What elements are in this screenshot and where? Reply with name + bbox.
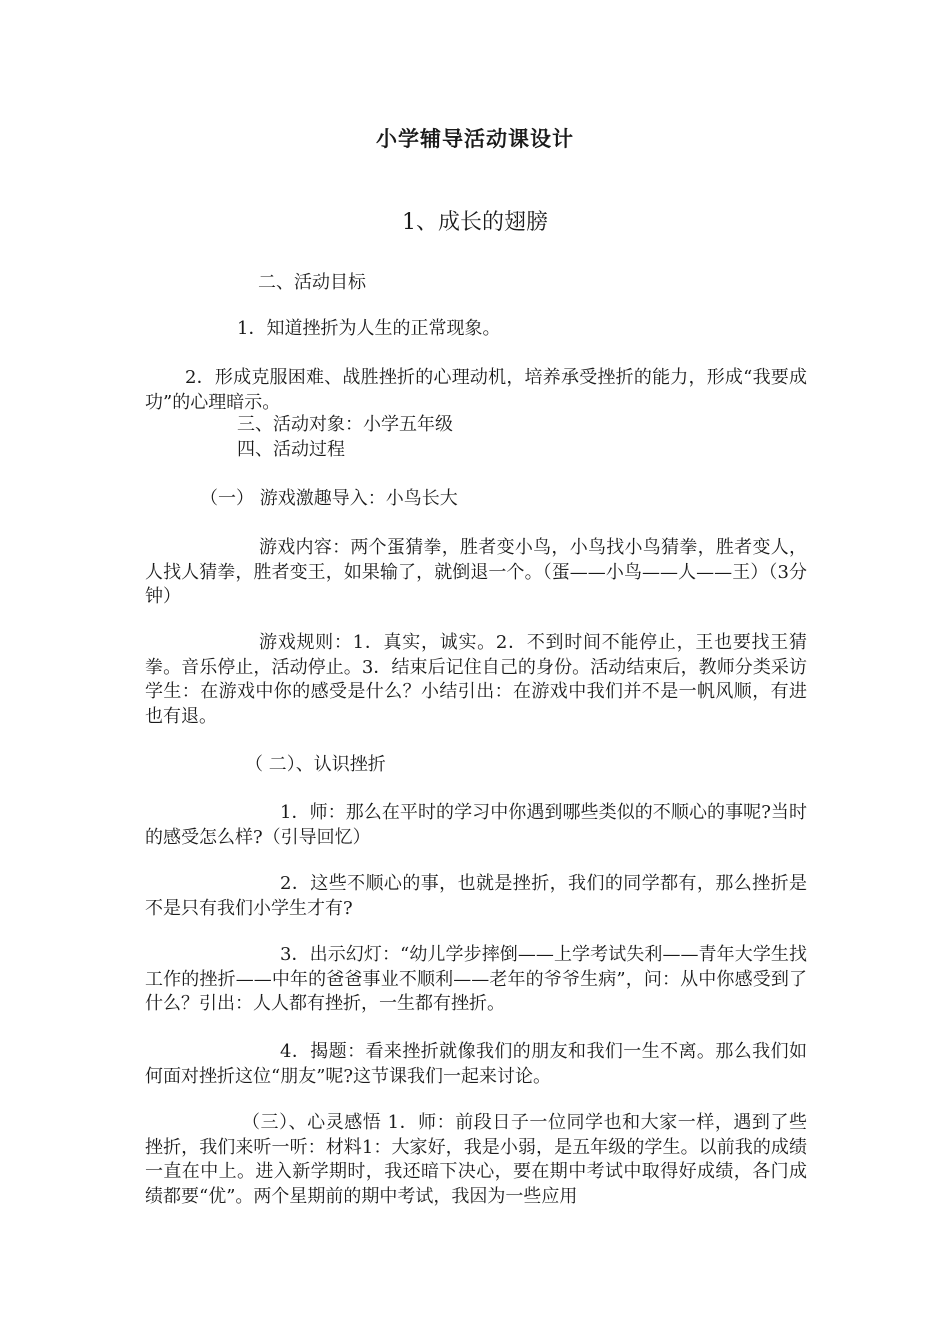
part2-item-4: 4．揭题：看来挫折就像我们的朋友和我们一生不离。那么我们如何面对挫折这位“朋友”呢?这节课我们一起来讨论。	[145, 1041, 807, 1087]
section-goal-heading: 二、活动目标	[258, 272, 366, 293]
goal-item-2: 2．形成克服困难、战胜挫折的心理动机，培养承受挫折的能力，形成“我要成功”的心理暗示。	[145, 367, 807, 413]
game-content-paragraph: 游戏内容：两个蛋猜拳，胜者变小鸟，小鸟找小鸟猜拳，胜者变人，人找人猜拳，胜者变王，如果输了，就倒退一个。（蛋——小鸟——人——王）（3分钟）	[145, 537, 807, 607]
game-rules-paragraph: 游戏规则：1．真实，诚实。2．不到时间不能停止，王也要找王猜拳。音乐停止，活动停止。3．结束后记住自己的身份。活动结束后，教师分类采访学生：在游戏中你的感受是什么？小结引出：在游戏中我们并不是一帆风顺，有进也有退。	[145, 632, 807, 727]
goal-item-1: 1．知道挫折为人生的正常现象。	[237, 318, 501, 339]
part3-paragraph: （三）、心灵感悟 1．师：前段日子一位同学也和大家一样，遇到了些挫折，我们来听一听：材料1：大家好，我是小弱，是五年级的学生。以前我的成绩一直在中上。进入新学期时，我还暗下决心，要在期中考试中取得好成绩，各门成绩都要“优”。两个星期前的期中考试，我因为一些应用	[145, 1112, 807, 1207]
section-process-heading: 四、活动过程	[237, 439, 345, 460]
section-target-heading: 三、活动对象：小学五年级	[237, 414, 453, 435]
part2-heading: （ 二）、认识挫折	[245, 754, 386, 775]
lesson-title: 1、成长的翅膀	[402, 210, 548, 235]
part1-heading: （一） 游戏激趣导入：小鸟长大	[200, 488, 458, 509]
part2-item-1: 1．师：那么在平时的学习中你遇到哪些类似的不顺心的事呢?当时的感受怎么样?（引导回忆）	[145, 802, 807, 848]
part2-item-2: 2．这些不顺心的事，也就是挫折，我们的同学都有，那么挫折是不是只有我们小学生才有?	[145, 873, 807, 919]
part2-item-3: 3．出示幻灯：“幼儿学步摔倒——上学考试失利——青年大学生找工作的挫折——中年的爸爸事业不顺利——老年的爷爷生病”，问：从中你感受到了什么？引出：人人都有挫折，一生都有挫折。	[145, 944, 807, 1014]
document-title: 小学辅导活动课设计	[376, 126, 574, 151]
